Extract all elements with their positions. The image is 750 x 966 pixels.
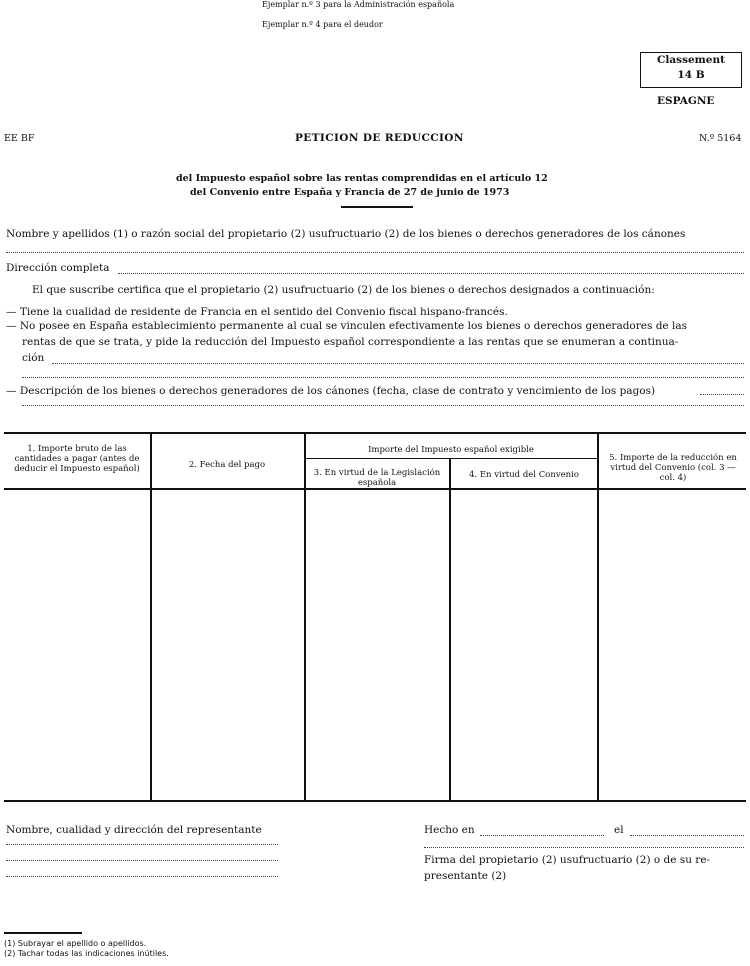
col-group-header: Importe del Impuesto español exigible <box>368 445 534 455</box>
certify-item-2-line1: No posee en España establecimiento permanente al cual se vinculen efectivamente los bienes o derechos generadores de las <box>19 320 687 332</box>
certify-item-2-line3: ción <box>22 352 45 364</box>
form-number: N.º 5164 <box>699 133 742 144</box>
name-field[interactable] <box>6 252 744 253</box>
table-col-divider-2 <box>304 432 306 800</box>
address-field[interactable] <box>118 273 744 274</box>
col-1-header: 1. Importe bruto de las cantidades a pagar (antes de deducir el Impuesto español) <box>14 444 140 474</box>
el-label: el <box>614 824 624 836</box>
table-col-divider-3 <box>449 458 451 800</box>
table-top-rule <box>4 432 746 434</box>
form-code: EE BF <box>4 133 35 144</box>
table-group-rule <box>304 458 598 459</box>
hecho-en-label: Hecho en <box>424 824 475 836</box>
copy-4-note: Ejemplar n.º 4 para el deudor <box>262 20 383 29</box>
copy-3-note: Ejemplar n.º 3 para la Administración española <box>262 0 455 9</box>
col-5-header: 5. Importe de la reducción en virtud del Convenio (col. 3 — col. 4) <box>609 453 737 483</box>
subtitle-rule <box>341 206 413 208</box>
certify-item-2: — No posee en España establecimiento permanente al cual se vinculen efectivamente los bienes o derechos generadores de las rentas de que se trata, y pide la reducción del Impuesto español correspondiente a las rentas que se enumeran a continua- ción <box>6 318 746 366</box>
classement-code: 14 B <box>677 69 705 81</box>
representative-field-1[interactable] <box>6 844 278 845</box>
item-3-field[interactable] <box>700 394 744 395</box>
signature-line-1: Firma del propietario (2) usufructuario (2) o de su re- <box>424 854 711 866</box>
certify-item-1: — Tiene la cualidad de residente de Francia en el sentido del Convenio fiscal hispano-francés. <box>6 306 508 318</box>
subtitle-line1: del Impuesto español sobre las rentas comprendidas en el artículo 12 <box>176 173 548 184</box>
footnote-rule <box>4 932 82 934</box>
representative-field-3[interactable] <box>6 876 278 877</box>
col-3-header: 3. En virtud de la Legislación española <box>313 468 441 488</box>
representative-field-2[interactable] <box>6 860 278 861</box>
item-3-field-extra[interactable] <box>22 405 744 406</box>
certify-intro: El que suscribe certifica que el propietario (2) usufructuario (2) de los bienes o derechos designados a continuación: <box>32 284 655 296</box>
table-col-divider-4 <box>597 432 599 800</box>
representative-label: Nombre, cualidad y dirección del representante <box>6 824 262 836</box>
certify-item-3-text: Descripción de los bienes o derechos generadores de los cánones (fecha, clase de contrato y vencimiento de los pagos) <box>19 385 656 397</box>
footnote-2: (2) Tachar todas las indicaciones inútiles. <box>4 949 169 958</box>
col-2-header: 2. Fecha del pago <box>188 460 266 470</box>
hecho-en-field[interactable] <box>480 835 604 836</box>
certify-item-3: — Descripción de los bienes o derechos generadores de los cánones (fecha, clase de contrato y vencimiento de los pagos) <box>6 385 656 397</box>
country-label: ESPAGNE <box>657 95 715 107</box>
item-2-field-extra[interactable] <box>22 377 744 378</box>
certify-item-1-text: Tiene la cualidad de residente de Francia en el sentido del Convenio fiscal hispano-francés. <box>19 306 508 318</box>
classement-label: Classement <box>657 54 725 66</box>
name-label: Nombre y apellidos (1) o razón social del propietario (2) usufructuario (2) de los bienes o derechos generadores de los cánones <box>6 228 686 240</box>
table-col-divider-1 <box>150 432 152 800</box>
col-4-header: 4. En virtud del Convenio <box>469 470 579 480</box>
place-date-field-extra[interactable] <box>424 847 744 848</box>
classement-box <box>640 52 742 88</box>
footnote-1: (1) Subrayar el apellido o apellidos. <box>4 939 147 948</box>
subtitle-line2: del Convenio entre España y Francia de 27 de junio de 1973 <box>190 187 510 198</box>
table-header-rule <box>4 488 746 490</box>
address-label: Dirección completa <box>6 262 110 274</box>
certify-item-2-line2: rentas de que se trata, y pide la reducción del Impuesto español correspondiente a las rentas que se enumeran a continua- <box>22 336 679 348</box>
signature-line-2: presentante (2) <box>424 870 507 882</box>
page-title: PETICION DE REDUCCION <box>295 132 464 144</box>
date-field[interactable] <box>630 835 744 836</box>
table-bottom-rule <box>4 800 746 802</box>
item-2-field[interactable] <box>52 363 744 364</box>
